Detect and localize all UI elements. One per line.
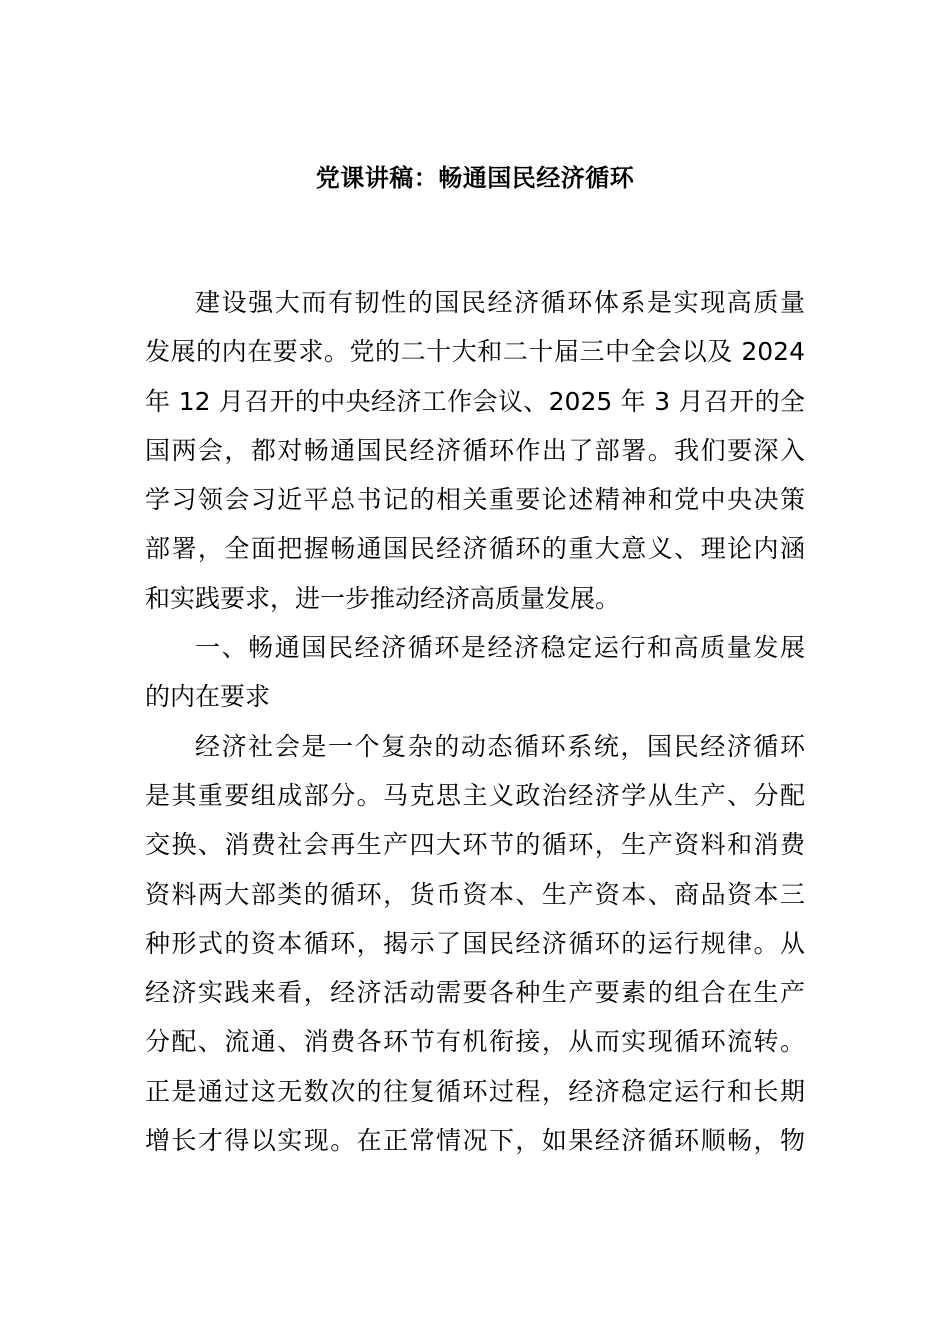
paragraph-line: 经济社会是一个复杂的动态循环系统，国民经济循环 xyxy=(195,731,805,761)
paragraph-line: 交换、消费社会再生产四大环节的循环，生产资料和消费 xyxy=(145,830,805,860)
paragraph-line: 经济实践来看，经济活动需要各种生产要素的组合在生产 xyxy=(145,978,805,1008)
paragraph-line: 分配、流通、消费各环节有机衔接，从而实现循环流转。 xyxy=(145,1027,805,1057)
paragraph-line: 建设强大而有韧性的国民经济循环体系是实现高质量 xyxy=(195,288,805,317)
document-title: 党课讲稿：畅通国民经济循环 xyxy=(315,164,635,192)
paragraph-line: 种形式的资本循环，揭示了国民经济循环的运行规律。从 xyxy=(145,928,805,958)
paragraph-line: 国两会，都对畅通国民经济循环作出了部署。我们要深入 xyxy=(145,435,805,465)
paragraph-line: 和实践要求，进一步推动经济高质量发展。 xyxy=(145,583,621,613)
paragraph-line: 增长才得以实现。在正常情况下，如果经济循环顺畅，物 xyxy=(145,1126,805,1156)
section-heading-line: 的内在要求 xyxy=(145,682,271,712)
document-body xyxy=(145,278,805,1165)
paragraph-line: 是其重要组成部分。马克思主义政治经济学从生产、分配 xyxy=(145,780,805,810)
paragraph-line: 正是通过这无数次的往复循环过程，经济稳定运行和长期 xyxy=(145,1076,805,1106)
paragraph-line: 学习领会习近平总书记的相关重要论述精神和党中央决策 xyxy=(145,485,805,515)
section-heading-line: 一、畅通国民经济循环是经济稳定运行和高质量发展 xyxy=(195,633,805,663)
paragraph-line: 资料两大部类的循环，货币资本、生产资本、商品资本三 xyxy=(145,879,805,909)
paragraph-line: 年 12 月召开的中央经济工作会议、2025 年 3 月召开的全 xyxy=(145,386,805,416)
paragraph-line: 部署，全面把握畅通国民经济循环的重大意义、理论内涵 xyxy=(145,534,805,564)
paragraph-line: 发展的内在要求。党的二十大和二十届三中全会以及 2024 xyxy=(145,337,805,367)
